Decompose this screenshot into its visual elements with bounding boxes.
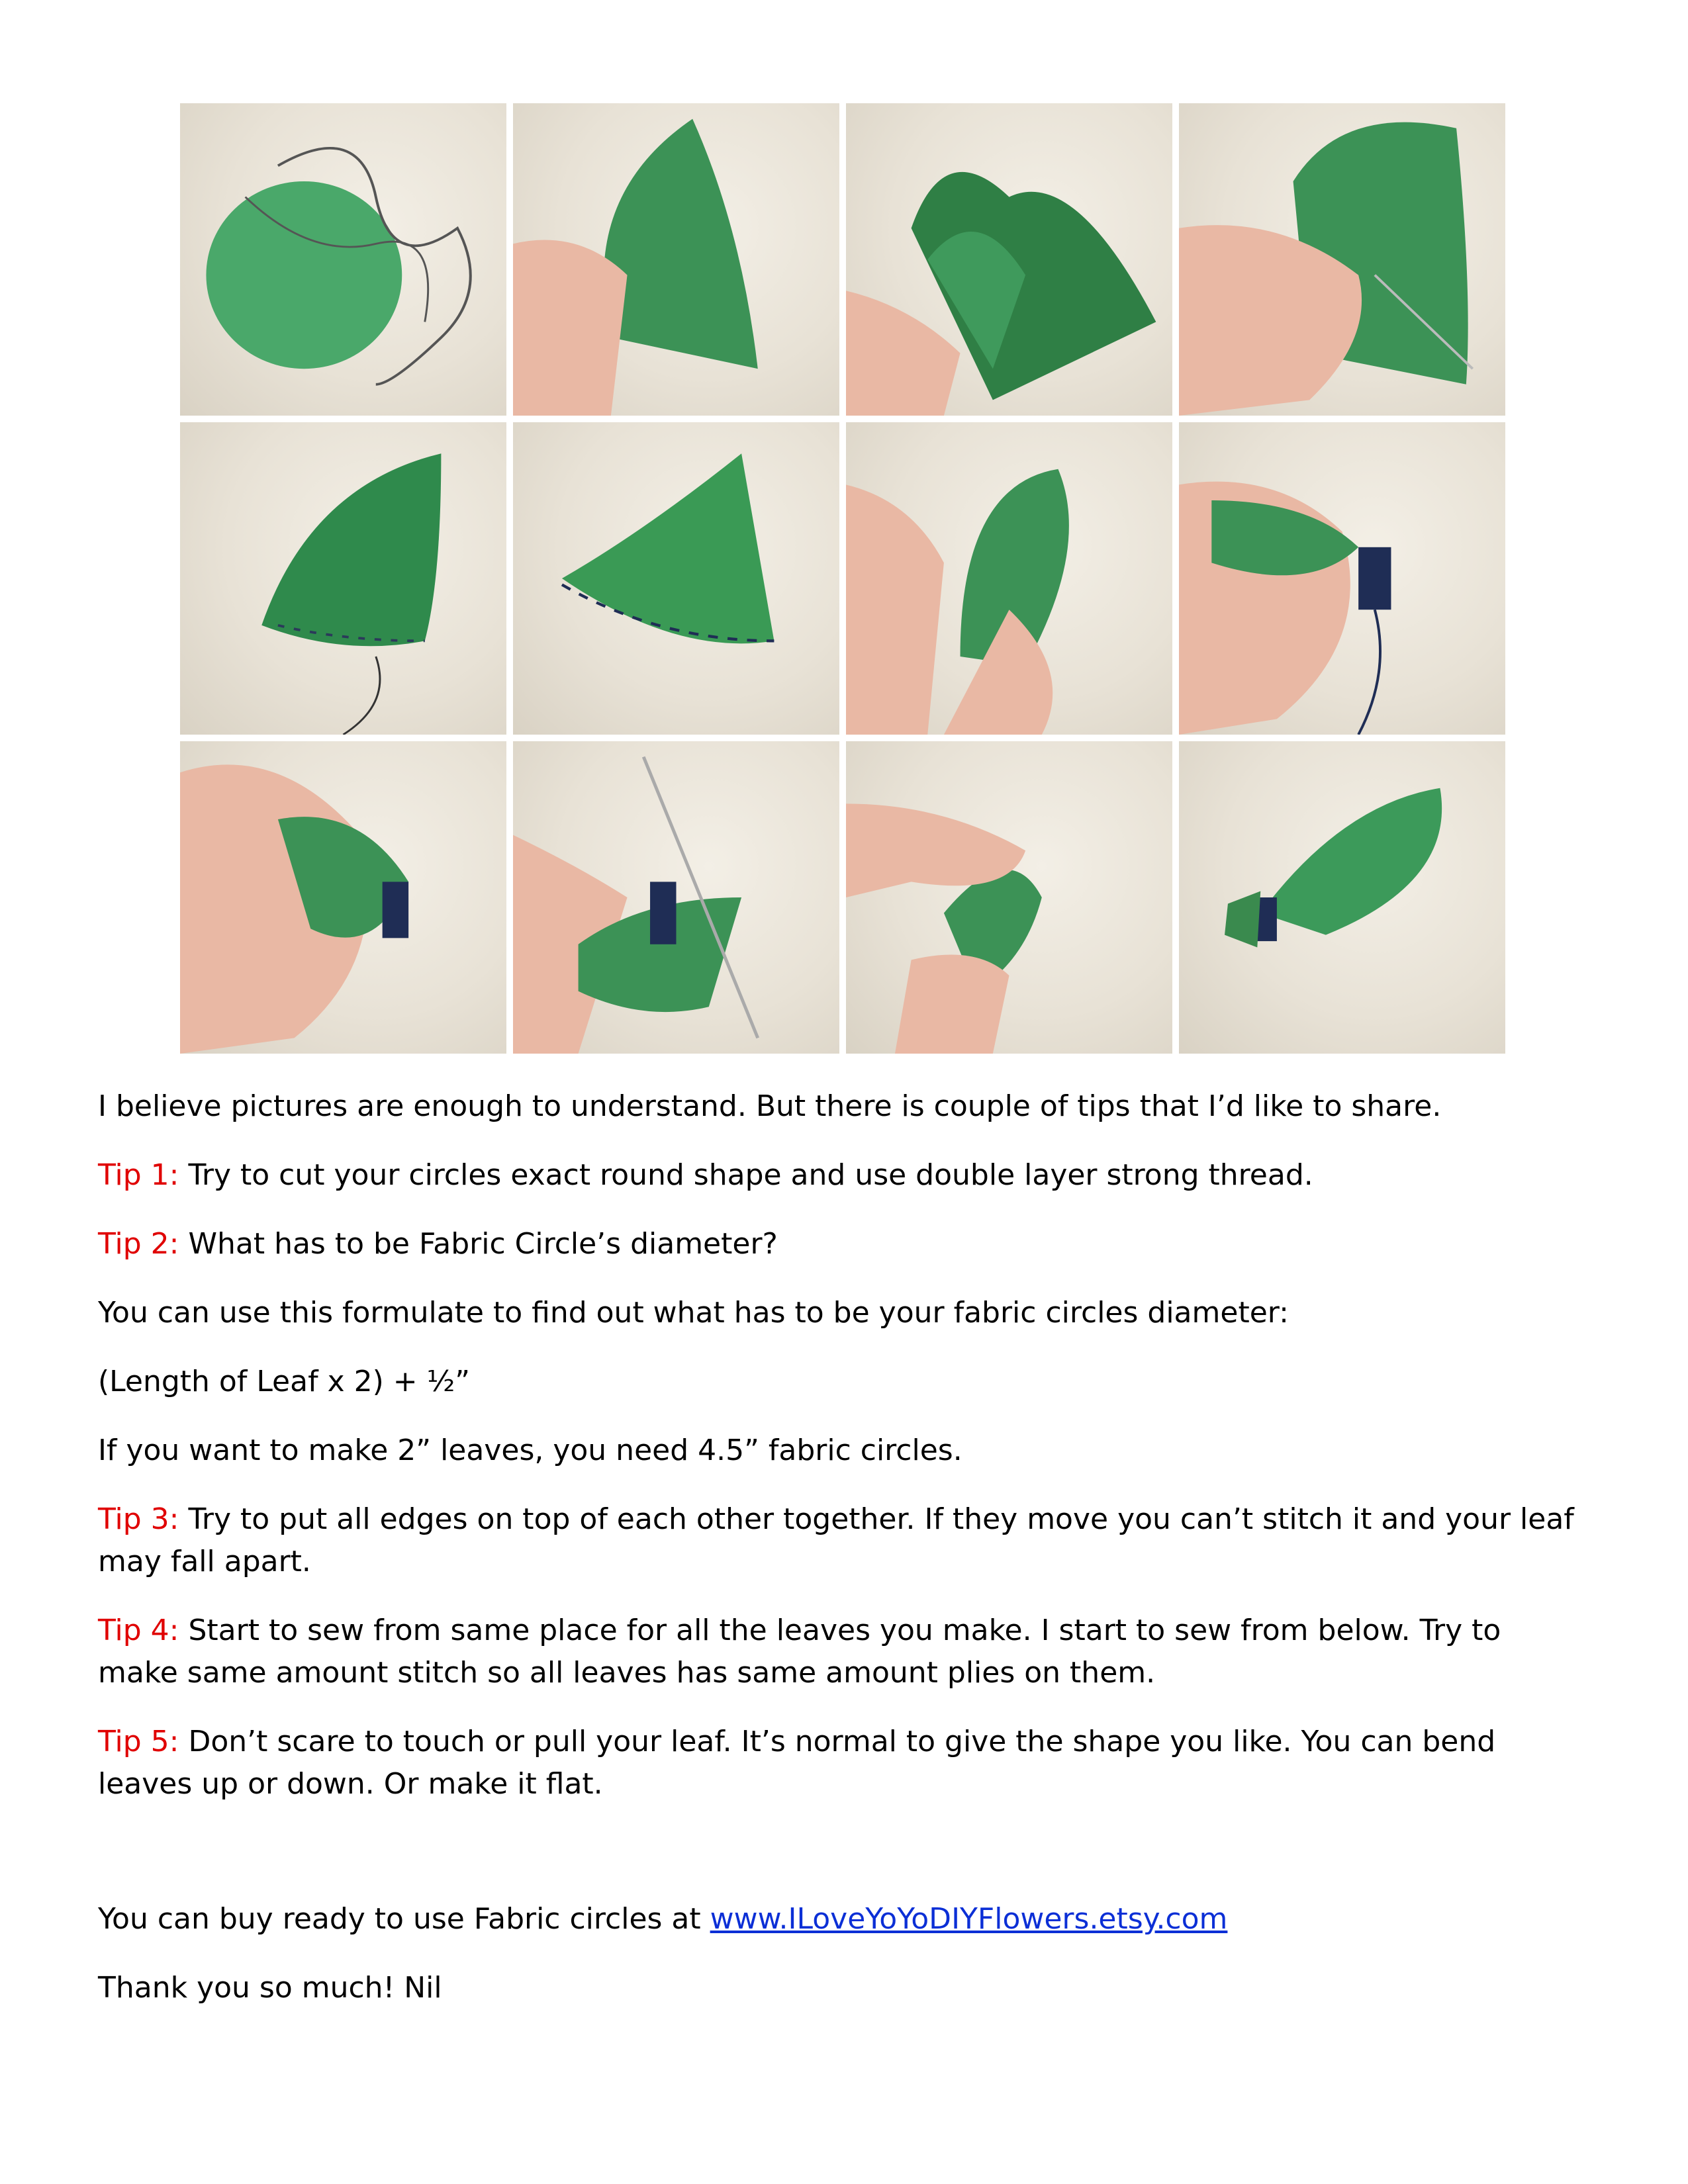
folded-in-half-icon bbox=[513, 103, 839, 416]
step-photo-3 bbox=[846, 103, 1172, 416]
fabric-circle-with-thread-icon bbox=[180, 103, 506, 416]
signoff-paragraph: Thank you so much! Nil bbox=[98, 1971, 442, 2005]
tutorial-photo-grid bbox=[180, 103, 1505, 1054]
intro-paragraph: I believe pictures are enough to understand. But there is couple of tips that I’d like to share. bbox=[98, 1089, 1442, 1123]
step-photo-5 bbox=[180, 422, 506, 735]
tip-4-text: Start to sew from same place for all the leaves you make. I start to sew from below. Try to make same amount stitch so all leaves has same amount plies on them. bbox=[98, 1614, 1501, 1690]
folded-again-icon bbox=[846, 103, 1172, 416]
gathered-petal-icon bbox=[846, 422, 1172, 735]
step-photo-10 bbox=[513, 741, 839, 1054]
tip-2-label: Tip 2: bbox=[98, 1227, 179, 1261]
tip-3-text: Try to put all edges on top of each other together. If they move you can’t stitch it and your leaf may fall apart. bbox=[98, 1502, 1574, 1578]
tip-1-label: Tip 1: bbox=[98, 1158, 179, 1192]
step-photo-6 bbox=[513, 422, 839, 735]
running-stitch-icon bbox=[513, 422, 839, 735]
tip-4-label: Tip 4: bbox=[98, 1614, 179, 1647]
needle-through-edge-icon bbox=[1179, 103, 1505, 416]
step-photo-8 bbox=[1179, 422, 1505, 735]
tip-1-text: Try to cut your circles exact round shape and use double layer strong thread. bbox=[179, 1158, 1313, 1192]
wrapping-thread-icon bbox=[1179, 422, 1505, 735]
tip-5-text: Don’t scare to touch or pull your leaf. It’s normal to give the shape you like. You can bend leaves up or down. Or make it flat. bbox=[98, 1725, 1496, 1801]
shop-prefix: You can buy ready to use Fabric circles at bbox=[98, 1902, 710, 1936]
needle-through-base-icon bbox=[513, 741, 839, 1054]
tip-1-paragraph bbox=[98, 1154, 1587, 1197]
pressing-flat-icon bbox=[846, 741, 1172, 1054]
tying-base-icon bbox=[180, 741, 506, 1054]
step-photo-2 bbox=[513, 103, 839, 416]
tip-5-label: Tip 5: bbox=[98, 1725, 179, 1758]
tip-3-paragraph bbox=[98, 1498, 1587, 1583]
step-photo-9 bbox=[180, 741, 506, 1054]
step-photo-11 bbox=[846, 741, 1172, 1054]
step-photo-1 bbox=[180, 103, 506, 416]
tips-text bbox=[98, 1085, 1587, 2036]
formula-paragraph: (Length of Leaf x 2) + ½” bbox=[98, 1365, 471, 1398]
shop-link[interactable]: www.ILoveYoYoDIYFlowers.etsy.com bbox=[710, 1902, 1228, 1936]
example-paragraph: If you want to make 2” leaves, you need 4.5” fabric circles. bbox=[98, 1433, 962, 1467]
formula-intro-paragraph: You can use this formulate to find out what has to be your fabric circles diameter: bbox=[98, 1296, 1289, 1330]
finished-leaf-icon bbox=[1179, 741, 1505, 1054]
step-photo-7 bbox=[846, 422, 1172, 735]
step-photo-12 bbox=[1179, 741, 1505, 1054]
shop-paragraph bbox=[98, 1898, 1587, 1940]
tip-5-paragraph bbox=[98, 1721, 1587, 1805]
step-photo-4 bbox=[1179, 103, 1505, 416]
tip-4-paragraph bbox=[98, 1610, 1587, 1694]
stitched-triangle-icon bbox=[180, 422, 506, 735]
spacer bbox=[98, 1832, 1587, 1898]
tip-3-label: Tip 3: bbox=[98, 1502, 179, 1536]
tip-2-paragraph bbox=[98, 1223, 1587, 1265]
tip-2-text: What has to be Fabric Circle’s diameter? bbox=[179, 1227, 778, 1261]
